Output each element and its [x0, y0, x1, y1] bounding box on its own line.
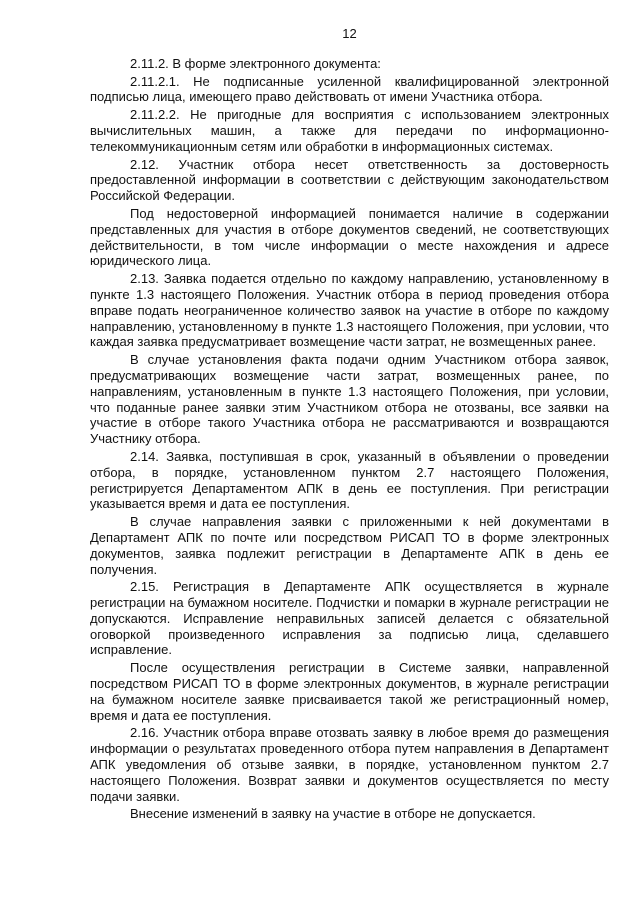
document-page [90, 26, 609, 824]
paragraph-2-11-2: 2.11.2. В форме электронного документа: [130, 55, 381, 71]
paragraph-postal-submission: В случае направления заявки с приложенными к ней документами в Департамент АПК по почте или посредством РИСАП ТО в форме электронных документов, заявка подлежит регистрации в Департаменте АПК в день ее получения. [90, 514, 609, 577]
page-number: 12 [342, 26, 357, 41]
paragraph-2-16: 2.16. Участник отбора вправе отозвать заявку в любое время до размещения информации о результатах проведенного отбора путем направления в Департамент АПК уведомления об отзыве заявки, в порядке, установленном пунктом 2.7 настоящего Положения. Возврат заявки и документов осуществляется по месту подачи заявки. [90, 725, 609, 804]
paragraph-2-15: 2.15. Регистрация в Департаменте АПК осуществляется в журнале регистрации на бумажном носителе. Подчистки и помарки в журнале регистрации не допускаются. Исправление неправильных записей делается с обязательной оговоркой произведенного исправления за подписью лица, сделавшего исправление. [90, 579, 609, 658]
paragraph-2-11-2-1: 2.11.2.1. Не подписанные усиленной квалифицированной электронной подписью лица, имеющего право действовать от имени Участника отбора. [90, 73, 609, 105]
paragraph-2-14: 2.14. Заявка, поступившая в срок, указанный в объявлении о проведении отбора, в порядке, установленном пунктом 2.7 настоящего Положения, регистрируется Департаментом АПК в день ее поступления. При регистрации указывается время и дата ее поступления. [90, 448, 609, 512]
paragraph-duplicate-applications: В случае установления факта подачи одним Участником отбора заявок, предусматривающих возмещение части затрат, возмещенных ранее, по направлениям, установленным в пункте 1.3 настоящего Положения, при условии, что поданные ранее заявки этим Участником отбора не отозваны, все заявки на участие в отборе такого Участника отбора не рассматриваются и возвращаются Участнику отбора. [90, 352, 609, 447]
paragraph-no-changes: Внесение изменений в заявку на участие в отборе не допускается. [130, 806, 536, 822]
paragraph-2-12: 2.12. Участник отбора несет ответственность за достоверность предоставленной информации в соответствии с действующим законодательством Российской Федерации. [90, 156, 609, 204]
paragraph-2-13: 2.13. Заявка подается отдельно по каждому направлению, установленному в пункте 1.3 настоящего Положения. Участник отбора в период проведения отбора вправе подать неограниченное количество заявок на участие в отборе по каждому направлению, установленному в пункте 1.3 настоящего Положения, при условии, что каждая заявка предусматривает возмещение части затрат, не возмещенных ранее. [90, 271, 609, 350]
paragraph-system-registration: После осуществления регистрации в Системе заявки, направленной посредством РИСАП ТО в форме электронных документов, в журнале регистрации на бумажном носителе заявке присваивается такой же регистрационный номер, время и дата ее поступления. [90, 660, 609, 723]
paragraph-unreliable-info: Под недостоверной информацией понимается наличие в содержании представленных для участия в отборе документов сведений, не соответствующих действительности, в том числе информации о месте нахождения и адресе юридического лица. [90, 205, 609, 269]
paragraph-2-11-2-2: 2.11.2.2. Не пригодные для восприятия с использованием электронных вычислительных машин, а также для передачи по информационно-телекоммуникационным сетям или обработки в информационных системах. [90, 107, 609, 154]
